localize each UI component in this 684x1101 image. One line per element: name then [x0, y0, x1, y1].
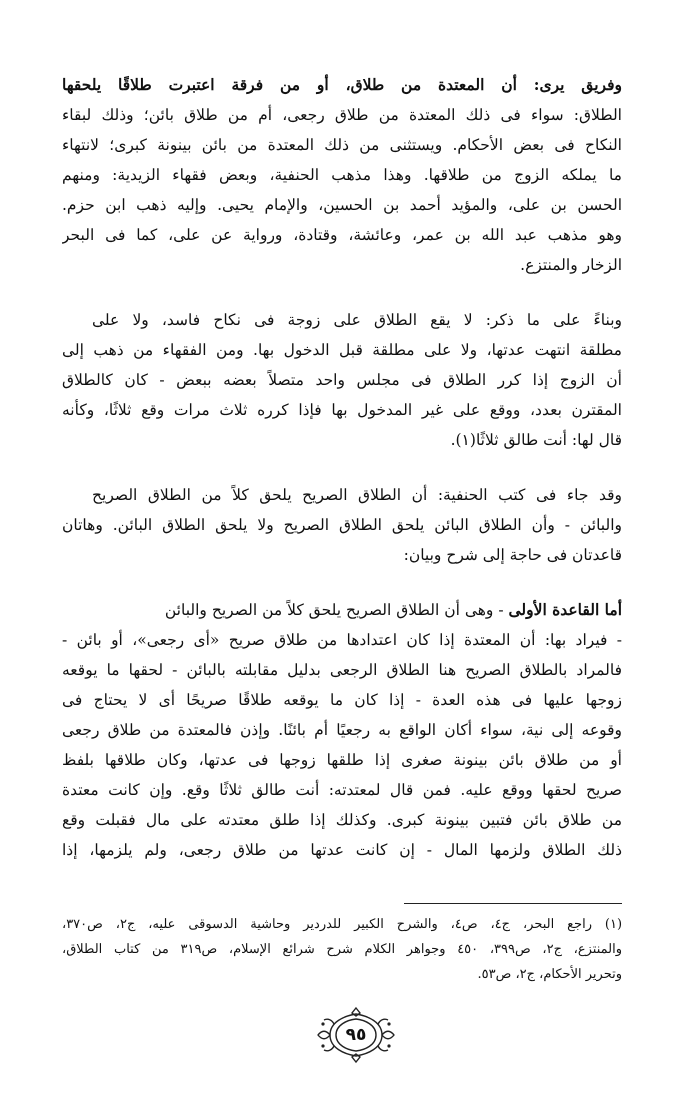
- paragraph-3-line-3: قاعدتان فى حاجة إلى شرح وبيان:: [403, 546, 622, 564]
- paragraph-3-line-1: وقد جاء فى كتب الحنفية: أن الطلاق الصريح يلحق كلاً من الطلاق الصريح: [92, 486, 622, 504]
- paragraph-1-line-7: الزخار والمنتزع.: [520, 256, 622, 274]
- paragraph-3-line-2: والبائن - وأن الطلاق البائن يلحق الطلاق الصريح ولا يلحق الطلاق البائن. وهاتان: [62, 516, 622, 534]
- paragraph-1-line-6: وهو مذهب عبد الله بن عمر، وعائشة، وقتادة، ورواية عن على، كما فى البحر: [62, 226, 622, 244]
- paragraph-2-line-4: المقترن بعدد، ووقع على غير المدخول بها فإذا كرره ثلاث مرات وقع ثلاثًا، وكأنه: [62, 401, 622, 419]
- paragraph-4-line-5: وقوعه إلى نية، سواء أكان الواقع به رجعيًا أم بائنًا. وإذن فالمعتدة من طلاق رجعى: [62, 721, 622, 739]
- paragraph-1-line-5: الحسن بن على، والمؤيد أحمد بن الحسين، والإمام يحيى. وإليه ذهب ابن حزم.: [62, 196, 622, 214]
- paragraph-2-line-5-text: قال لها: أنت طالق ثلاثًا: [475, 431, 622, 449]
- paragraph-4-line-2: - فيراد بها: أن المعتدة إذا كان اعتدادها من طلاق صريح «أى رجعى»، أو بائن -: [62, 631, 622, 649]
- paragraph-4-line-3: فالمراد بالطلاق الصريح هنا الطلاق الرجعى بدليل مقابلته بالبائن - لحقها ما يوقعه: [62, 661, 622, 679]
- paragraph-2-line-2: مطلقة انتهت عدتها، ولا على مطلقة قبل الدخول بها. ومن الفقهاء من ذهب إلى: [62, 341, 622, 359]
- footnote-separator: [404, 903, 622, 904]
- paragraph-1-line-1: وفريق يرى: أن المعتدة من طلاق، أو من فرقة اعتبرت طلاقًا يلحقها: [62, 75, 622, 94]
- first-rule-heading: أما القاعدة الأولى: [508, 600, 622, 619]
- paragraph-1-line-4: ما يملكه الزوج من طلاقها. وهذا مذهب الحنفية، وبعض فقهاء الزيدية: ومنهم: [62, 166, 622, 184]
- footnote-line-3: وتحرير الأحكام، ج٢، ص٥٣.: [477, 967, 622, 982]
- paragraph-2-line-5: [62, 425, 622, 455]
- paragraph-4-line-4: زوجها عليها فى هذه العدة - إذا كان ما يوقعه طلاقًا صريحًا أى لا يحتاج فى: [62, 691, 622, 709]
- footnote-line-2: والمنتزع، ج٢، ص٣٩٩، ٤٥٠ وجواهر الكلام شرح شرائع الإسلام، ص٣١٩ من كتاب الطلاق،: [62, 942, 622, 957]
- footnote-line-1: (١) راجع البحر، ج٤، ص٤، والشرح الكبير للدردير وحاشية الدسوقى عليه، ج٢، ص٣٧٠،: [62, 917, 622, 932]
- paragraph-4-line-8: من طلاق بائن فتبين بينونة كبرى. وكذلك إذا طلق معتدته على مال فقبلت وقع: [62, 811, 622, 829]
- page-number: ٩٥: [345, 1025, 367, 1045]
- paragraph-4-line-7: صريح لحقها ووقع عليه. فمن قال لمعتدته: أنت طالق ثلاثًا وقع. وإن كانت معتدة: [62, 781, 622, 799]
- paragraph-2-line-1: وبناءً على ما ذكر: لا يقع الطلاق على زوجة فى نكاح فاسد، ولا على: [92, 311, 622, 329]
- paragraph-1-line-3: النكاح فى بعض الأحكام. ويستثنى من ذلك المعتدة من بائن بينونة كبرى؛ لانتهاء: [62, 136, 622, 154]
- paragraph-4-line-6: أو من طلاق بائن بينونة صغرى إذا طلقها زوجها فى عدتها، وكان طلاقها بلفظ: [62, 751, 622, 769]
- paragraph-1-line-2: الطلاق: سواء فى ذلك المعتدة من طلاق رجعى، أم من طلاق بائن؛ وذلك لبقاء: [62, 106, 622, 124]
- paragraph-4-line-9: ذلك الطلاق ولزمها المال - إن كانت عدتها من طلاق رجعى، ولم يلزمها، إذا: [62, 841, 622, 859]
- footnote-reference: (١).: [450, 431, 476, 449]
- paragraph-4-line-1-rest: - وهى أن الطلاق الصريح يلحق كلاً من الصريح والبائن: [164, 601, 509, 619]
- paragraph-4-line-1: [62, 595, 622, 625]
- paragraph-2-line-3: أن الزوج إذا كرر الطلاق فى مجلس واحد متصلاً بعضه ببعض - كان كالطلاق: [62, 371, 622, 389]
